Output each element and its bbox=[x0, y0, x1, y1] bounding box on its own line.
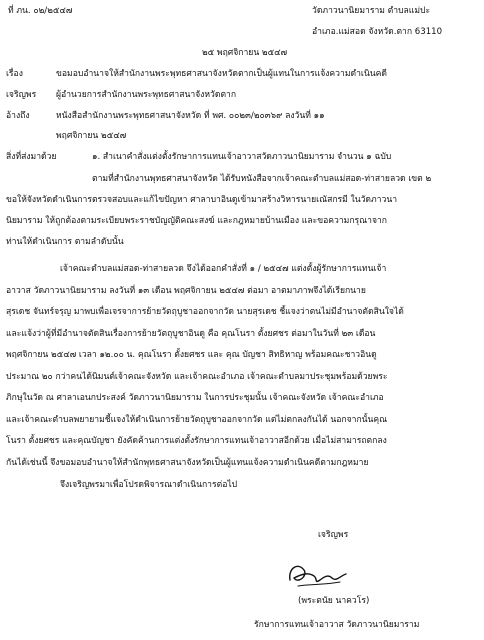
paragraph1-line: นิยมาราม ให้ถูกต้องตามระเบียบพระราชบัญญัติคณะสงฆ์ และกฎหมายบ้านเมือง และขอความกรุณาจาก bbox=[6, 216, 388, 226]
paragraph2-line: พฤศจิกายน ๒๕๔๗ เวลา ๑๒.๐๐ น. คุณโนรา ตั้งยศชร และ คุณ บัญชา สิทธิหาญ พร้อมคณะชาวอินดู bbox=[6, 350, 377, 360]
reference-text-line2: พฤศจิกายน ๒๕๔๗ bbox=[56, 131, 127, 141]
sender-address-line1: วัดภาวนานิยมาราม ตำบลแม่ปะ bbox=[312, 6, 431, 16]
paragraph2-line: กันได้เช่นนี้ จึงขอมอบอำนาจให้สำนักพุทธศาสนาจังหวัดเป็นผู้แทนแจ้งความดำเนินคดีตามกฎหมาย bbox=[6, 458, 369, 468]
enclosure-text: ๑. สำเนาคำสั่งแต่งตั้งรักษาการแทนเจ้าอาวาสวัดภาวนานิยมาราม จำนวน ๑ ฉบับ bbox=[92, 152, 392, 162]
reference-text-line1: หนังสือสำนักงานพระพุทธศาสนาจังหวัด ที่ พศ. ๐๐๒๓/๒๐๓๖๙ ลงวันที่ ๑๑ bbox=[56, 111, 325, 121]
reference-number: ที่ ภน. ๐๒/๒๕๔๗ bbox=[8, 6, 73, 16]
paragraph2-line: อาวาส วัดภาวนานิยมาราม ลงวันที่ ๑๓ เดือน พฤศจิกายน ๒๕๔๗ ต่อมา อาตมาภาพจึงได้เรียกนาย bbox=[6, 286, 366, 296]
paragraph2-line: และแจ้งว่าผู้ที่มีอำนาจตัดสินเรื่องการย้ายวัตถุบูชาอินดู คือ คุณโนรา ตั้งยศชร ต่อมาในวันที่ ๒๓ เดือน bbox=[6, 329, 376, 339]
paragraph2-line: ภิกษุในวัด ณ ศาลาเอนกประสงค์ วัดภาวนานิยมาราม ในการประชุมนั้น เจ้าคณะจังหวัด เจ้าคณะอำเภอ bbox=[6, 393, 384, 403]
signatory-title: รักษาการแทนเจ้าอาวาส วัดภาวนานิยมาราม bbox=[254, 620, 420, 630]
paragraph2-line: และเจ้าคณะตำบลพยายามชี้แจงให้ดำเนินการย้ายวัตถุบูชาออกจากวัด แต่ไม่ตกลงกันได้ นอกจากนั้นคุณ bbox=[6, 415, 388, 425]
paragraph2-line: เจ้าคณะตำบลแม่สอด-ท่าสายลวด จึงได้ออกคำสั่งที่ ๑ / ๒๕๔๗ แต่งตั้งผู้รักษาการแทนเจ้า bbox=[60, 264, 387, 274]
paragraph1-line: ขอให้จังหวัดดำเนินการตรวจสอบและแก้ไขปัญหา ศาลาบาอินดูเข้ามาสร้างวิหารนายเณัสกรมี ในวัดภาวนา bbox=[6, 195, 398, 205]
recipient-text: ผู้อำนวยการสำนักงานพระพุทธศาสนาจังหวัดตาก bbox=[56, 90, 237, 100]
subject-text: ขอมอบอำนาจให้สำนักงานพระพุทธศาสนาจังหวัดตากเป็นผู้แทนในการแจ้งความดำเนินคดี bbox=[56, 69, 387, 79]
sender-address-line2: อำเภอ.แม่สอด จังหวัด.ตาก 63110 bbox=[312, 27, 443, 37]
handwritten-signature bbox=[284, 556, 354, 592]
signatory-name: (พระตนัย นาควโร) bbox=[298, 596, 370, 606]
paragraph1-line: ตามที่สำนักงานพุทธศาสนาจังหวัด ได้รับหนังสือจากเจ้าคณะตำบลแม่สอด-ท่าสายลวด เขต ๒ bbox=[92, 174, 432, 184]
signature-closing: เจริญพร bbox=[318, 530, 349, 540]
closing-sentence: จึงเจริญพรมาเพื่อโปรดพิจารณาดำเนินการต่อไป bbox=[60, 480, 238, 490]
paragraph2-line: โนรา ตั้งยศชร และคุณบัญชา ยังคัดค้านการแต่งตั้งรักษาการแทนเจ้าอาวาสอีกด้วย เมื่อไม่สามารถตกลง bbox=[6, 436, 387, 446]
subject-label: เรื่อง bbox=[6, 69, 23, 79]
reference-label: อ้างถึง bbox=[6, 111, 30, 121]
salutation-label: เจริญพร bbox=[6, 90, 37, 100]
paragraph2-line: ประมาณ ๒๐ กว่าคนได้นิมนต์เจ้าคณะจังหวัด และเจ้าคณะอำเภอ เจ้าคณะตำบลมาประชุมพร้อมด้วยพระ bbox=[6, 372, 388, 382]
paragraph1-line: ท่านให้ดำเนินการ ตามลำดับนั้น bbox=[6, 237, 124, 247]
letter-date: ๒๕ พฤศจิกายน ๒๕๔๗ bbox=[202, 48, 288, 58]
paragraph2-line: สุรเดช จันทร์จรุญ มาพบเพื่อเจรจาการย้ายวัตถุบูชาออกจากวัด นายสุรเดช ชี้แจงว่าตนไม่มีอำนาจตัดสินใจได้ bbox=[6, 307, 404, 317]
enclosure-label: สิ่งที่ส่งมาด้วย bbox=[6, 152, 57, 162]
